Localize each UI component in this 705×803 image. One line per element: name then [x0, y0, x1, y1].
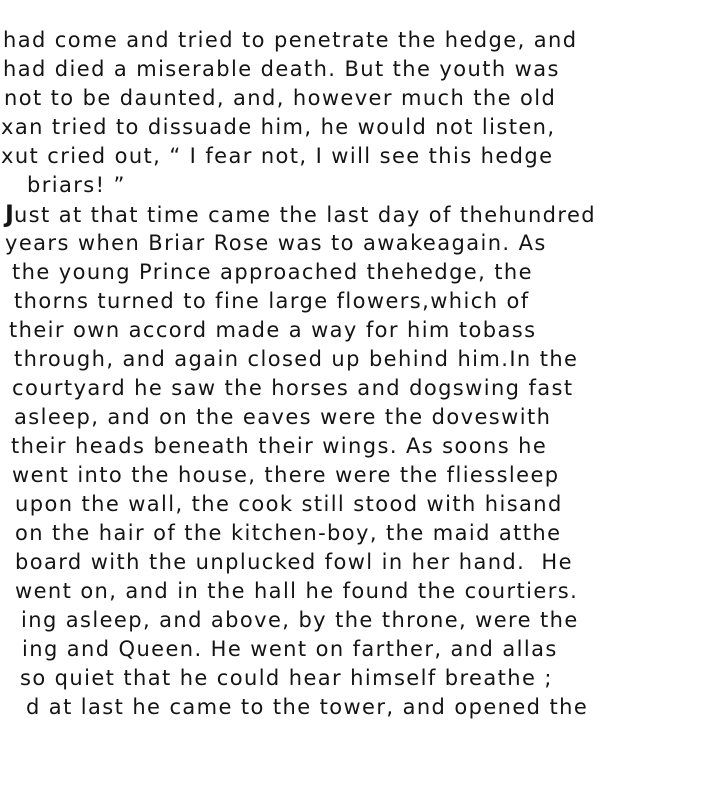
text-line-17: upon the wall, the cook still stood with hisand: [15, 492, 563, 516]
text-line-23: so quiet that he could hear himself breathe ;: [20, 666, 553, 690]
text-line-4: xan tried to dissuade him, he would not listen,: [1, 115, 556, 139]
text-line-19: board with the unplucked fowl in her hand. He: [15, 550, 573, 574]
text-line-21: ing asleep, and above, by the throne, were the: [21, 608, 579, 632]
text-line-24: d at last he came to the tower, and opened the: [26, 695, 589, 719]
text-line-22: ing and Queen. He went on farther, and allas: [22, 637, 558, 661]
text-line-6: briars! ”: [27, 173, 126, 197]
text-line-11: their own accord made a way for him tobass: [9, 318, 537, 342]
paragraph-first-line: [5, 200, 596, 230]
text-line-15: their heads beneath their wings. As soons he: [11, 434, 548, 458]
text-line-7: ust at that time came the last day of thehundred: [13, 203, 597, 227]
text-line-1: had come and tried to penetrate the hedge, and: [3, 28, 578, 52]
text-line-10: thorns turned to fine large flowers,which of: [14, 289, 530, 313]
text-line-20: went on, and in the hall he found the courtiers.: [15, 579, 579, 603]
text-line-5: xut cried out, “ I fear not, I will see this hedge: [1, 144, 554, 168]
text-line-3: not to be daunted, and, however much the old: [4, 86, 557, 110]
drop-cap: J: [5, 200, 14, 228]
text-line-8: years when Briar Rose was to awakeagain. As: [5, 231, 547, 255]
text-line-12: through, and again closed up behind him.In the: [14, 347, 579, 371]
text-line-2: had died a miserable death. But the youth was: [3, 57, 560, 81]
text-line-13: courtyard he saw the horses and dogswing fast: [12, 376, 574, 400]
text-line-18: on the hair of the kitchen-boy, the maid atthe: [15, 521, 562, 545]
text-line-16: went into the house, there were the fliessleep: [12, 463, 560, 487]
text-line-9: the young Prince approached thehedge, the: [12, 260, 533, 284]
text-line-14: asleep, and on the eaves were the doveswith: [14, 405, 552, 429]
